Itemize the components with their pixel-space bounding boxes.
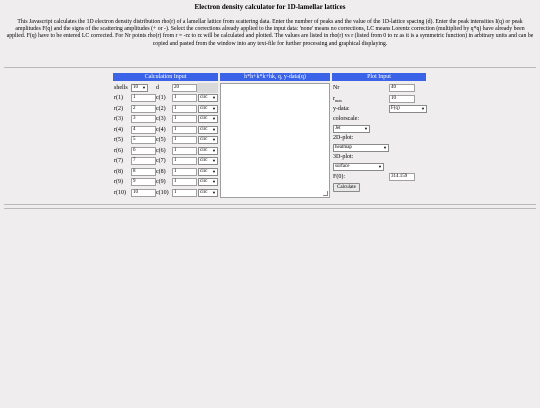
c-input[interactable]: 1 — [172, 157, 197, 165]
r-input[interactable]: 4 — [131, 126, 156, 134]
plot-input-header: Plot Input — [332, 73, 426, 81]
description-text: This Javascript calculates the 1D electron density distribution rho(r) of a lamellar lattice from scattering data. Enter the number of peaks and the value of the 1D-lattice spacing (d). Enter the peak intensities I(q) or peak amplitudes F(q) and the signs of the scattering amplitudes (+ or -). Select the corrections already applied to the input data: 'none' means no corrections, LC means Lorentz correction (multiplied by q*q) have already been applied. F(q) have to be entered LC corrected. For Nr points rho(r) from r = -rz to rz will be calculated and plotted. The values are listed in rho(r) vs r (listed from 0 to rz as it is a symmetric function) in arbitrary units and can be copied and pasted from the window into any text-file for further processing and graphical displaying. — [6, 19, 534, 47]
empty-cell — [197, 83, 218, 93]
sign-value: circ — [200, 179, 208, 185]
r-label: r(8) — [114, 168, 123, 175]
plot2d-value: heatmap — [335, 144, 352, 150]
chevron-down-icon: ▼ — [212, 116, 216, 122]
sign-value: circ — [200, 147, 208, 153]
c-input[interactable]: 1 — [172, 168, 197, 176]
sign-select[interactable] — [198, 126, 218, 134]
chevron-down-icon: ▼ — [212, 105, 216, 111]
sign-select[interactable] — [198, 147, 218, 155]
r-input[interactable]: 6 — [131, 147, 156, 155]
r-label: r(4) — [114, 126, 123, 133]
plot3d-select[interactable] — [333, 163, 384, 171]
plot2d-select[interactable] — [333, 144, 389, 152]
divider-bottom-1 — [4, 204, 536, 205]
sign-value: circ — [200, 95, 208, 101]
sign-select[interactable] — [198, 168, 218, 176]
calculator-panel — [0, 73, 540, 198]
chevron-down-icon: ▼ — [364, 125, 368, 131]
ydata-label: y-data: — [333, 105, 350, 112]
c-label: c(1) — [156, 95, 166, 102]
divider-top — [4, 67, 536, 68]
c-label: c(10) — [156, 189, 169, 196]
chevron-down-icon: ▼ — [212, 137, 216, 143]
c-label: c(8) — [156, 168, 166, 175]
peak-row — [113, 167, 218, 178]
sign-select[interactable] — [198, 157, 218, 165]
sign-select[interactable] — [198, 115, 218, 123]
chevron-down-icon: ▼ — [212, 189, 216, 195]
ydata-select[interactable] — [389, 105, 427, 113]
c-input[interactable]: 1 — [172, 189, 197, 197]
sign-value: circ — [200, 137, 208, 143]
sign-select[interactable] — [198, 189, 218, 197]
peak-row — [113, 146, 218, 157]
r-label: r(6) — [114, 147, 123, 154]
rmax-input[interactable]: 10 — [389, 95, 415, 103]
shells-label: shells — [114, 84, 128, 91]
peak-row — [113, 156, 218, 167]
page-title: Electron density calculator for 1D-lamellar lattices — [194, 3, 346, 11]
c-input[interactable]: 1 — [172, 178, 197, 186]
r-input[interactable]: 3 — [131, 115, 156, 123]
plot3d-value: surface — [335, 163, 350, 169]
sign-value: circ — [200, 168, 208, 174]
chevron-down-icon: ▼ — [212, 158, 216, 164]
output-header: h*h+k*k+hk, q, y-data(q) — [220, 73, 330, 81]
chevron-down-icon: ▼ — [421, 105, 425, 111]
calc-rows — [113, 93, 218, 198]
c-label: c(5) — [156, 137, 166, 144]
chevron-down-icon: ▼ — [212, 126, 216, 132]
sign-select[interactable] — [198, 178, 218, 186]
r-label: r(5) — [114, 137, 123, 144]
peak-row — [113, 188, 218, 199]
c-label: c(4) — [156, 126, 166, 133]
r-label: r(9) — [114, 179, 123, 186]
sign-value: circ — [200, 189, 208, 195]
chevron-down-icon: ▼ — [383, 144, 387, 150]
chevron-down-icon: ▼ — [212, 168, 216, 174]
d-input[interactable]: 20 — [172, 84, 197, 92]
output-textarea[interactable] — [220, 83, 330, 198]
calculation-input-table — [113, 83, 218, 199]
r-label: r(3) — [114, 116, 123, 123]
d-label: d — [156, 84, 159, 91]
sign-value: circ — [200, 158, 208, 164]
c-label: c(6) — [156, 147, 166, 154]
r-input[interactable]: 1 — [131, 94, 156, 102]
peak-row — [113, 125, 218, 136]
sign-select[interactable] — [198, 136, 218, 144]
chevron-down-icon: ▼ — [142, 84, 146, 90]
r-input[interactable]: 10 — [131, 189, 156, 197]
c-input[interactable]: 1 — [172, 105, 197, 113]
peak-row — [113, 177, 218, 188]
chevron-down-icon: ▼ — [212, 147, 216, 153]
chevron-down-icon: ▼ — [212, 179, 216, 185]
divider-bottom-2 — [4, 208, 536, 209]
c-input[interactable]: 1 — [172, 147, 197, 155]
colorscale-label: colorscale: — [333, 115, 359, 122]
r-label: r(10) — [114, 189, 126, 196]
peak-row — [113, 93, 218, 104]
chevron-down-icon: ▼ — [378, 163, 382, 169]
shells-select[interactable] — [131, 84, 148, 92]
sign-value: circ — [200, 126, 208, 132]
peak-row — [113, 114, 218, 125]
nr-input[interactable]: 40 — [389, 84, 415, 92]
sign-value: circ — [200, 116, 208, 122]
r-input[interactable]: 2 — [131, 105, 156, 113]
rmax-label — [333, 96, 342, 103]
c-input[interactable]: 1 — [172, 115, 197, 123]
r-label: r(7) — [114, 158, 123, 165]
r-label: r(1) — [114, 95, 123, 102]
c-input[interactable]: 1 — [172, 94, 197, 102]
plot2d-label: 2D-plot: — [333, 134, 354, 141]
c-label: c(3) — [156, 116, 166, 123]
sign-select[interactable] — [198, 105, 218, 113]
shells-value: 10 — [133, 84, 138, 90]
ydata-value: F(q) — [391, 105, 400, 111]
r-label: r(2) — [114, 105, 123, 112]
r-input[interactable]: 7 — [131, 157, 156, 165]
peak-row — [113, 104, 218, 115]
chevron-down-icon: ▼ — [212, 95, 216, 101]
f0-input[interactable]: 314.159 — [389, 173, 415, 181]
plot3d-label: 3D-plot: — [333, 153, 354, 160]
colorscale-value: Jet — [335, 125, 341, 131]
resize-grip-icon[interactable] — [323, 191, 328, 196]
c-label: c(7) — [156, 158, 166, 165]
c-input[interactable]: 1 — [172, 136, 197, 144]
r-input[interactable]: 8 — [131, 168, 156, 176]
c-label: c(9) — [156, 179, 166, 186]
sign-value: circ — [200, 105, 208, 111]
r-input[interactable]: 9 — [131, 178, 156, 186]
rmax-label-sub: max — [335, 98, 342, 103]
calculation-input-header: Calculation Input — [113, 73, 218, 81]
shells-row — [113, 83, 218, 94]
c-label: c(2) — [156, 105, 166, 112]
peak-row — [113, 135, 218, 146]
f0-label: F(0): — [333, 173, 345, 180]
calculate-button[interactable]: Calculate — [333, 183, 360, 192]
rmax-label-main: r — [333, 95, 335, 102]
sign-select[interactable] — [198, 94, 218, 102]
c-input[interactable]: 1 — [172, 126, 197, 134]
nr-label: Nr — [333, 84, 340, 91]
colorscale-select[interactable] — [333, 125, 370, 133]
r-input[interactable]: 5 — [131, 136, 156, 144]
